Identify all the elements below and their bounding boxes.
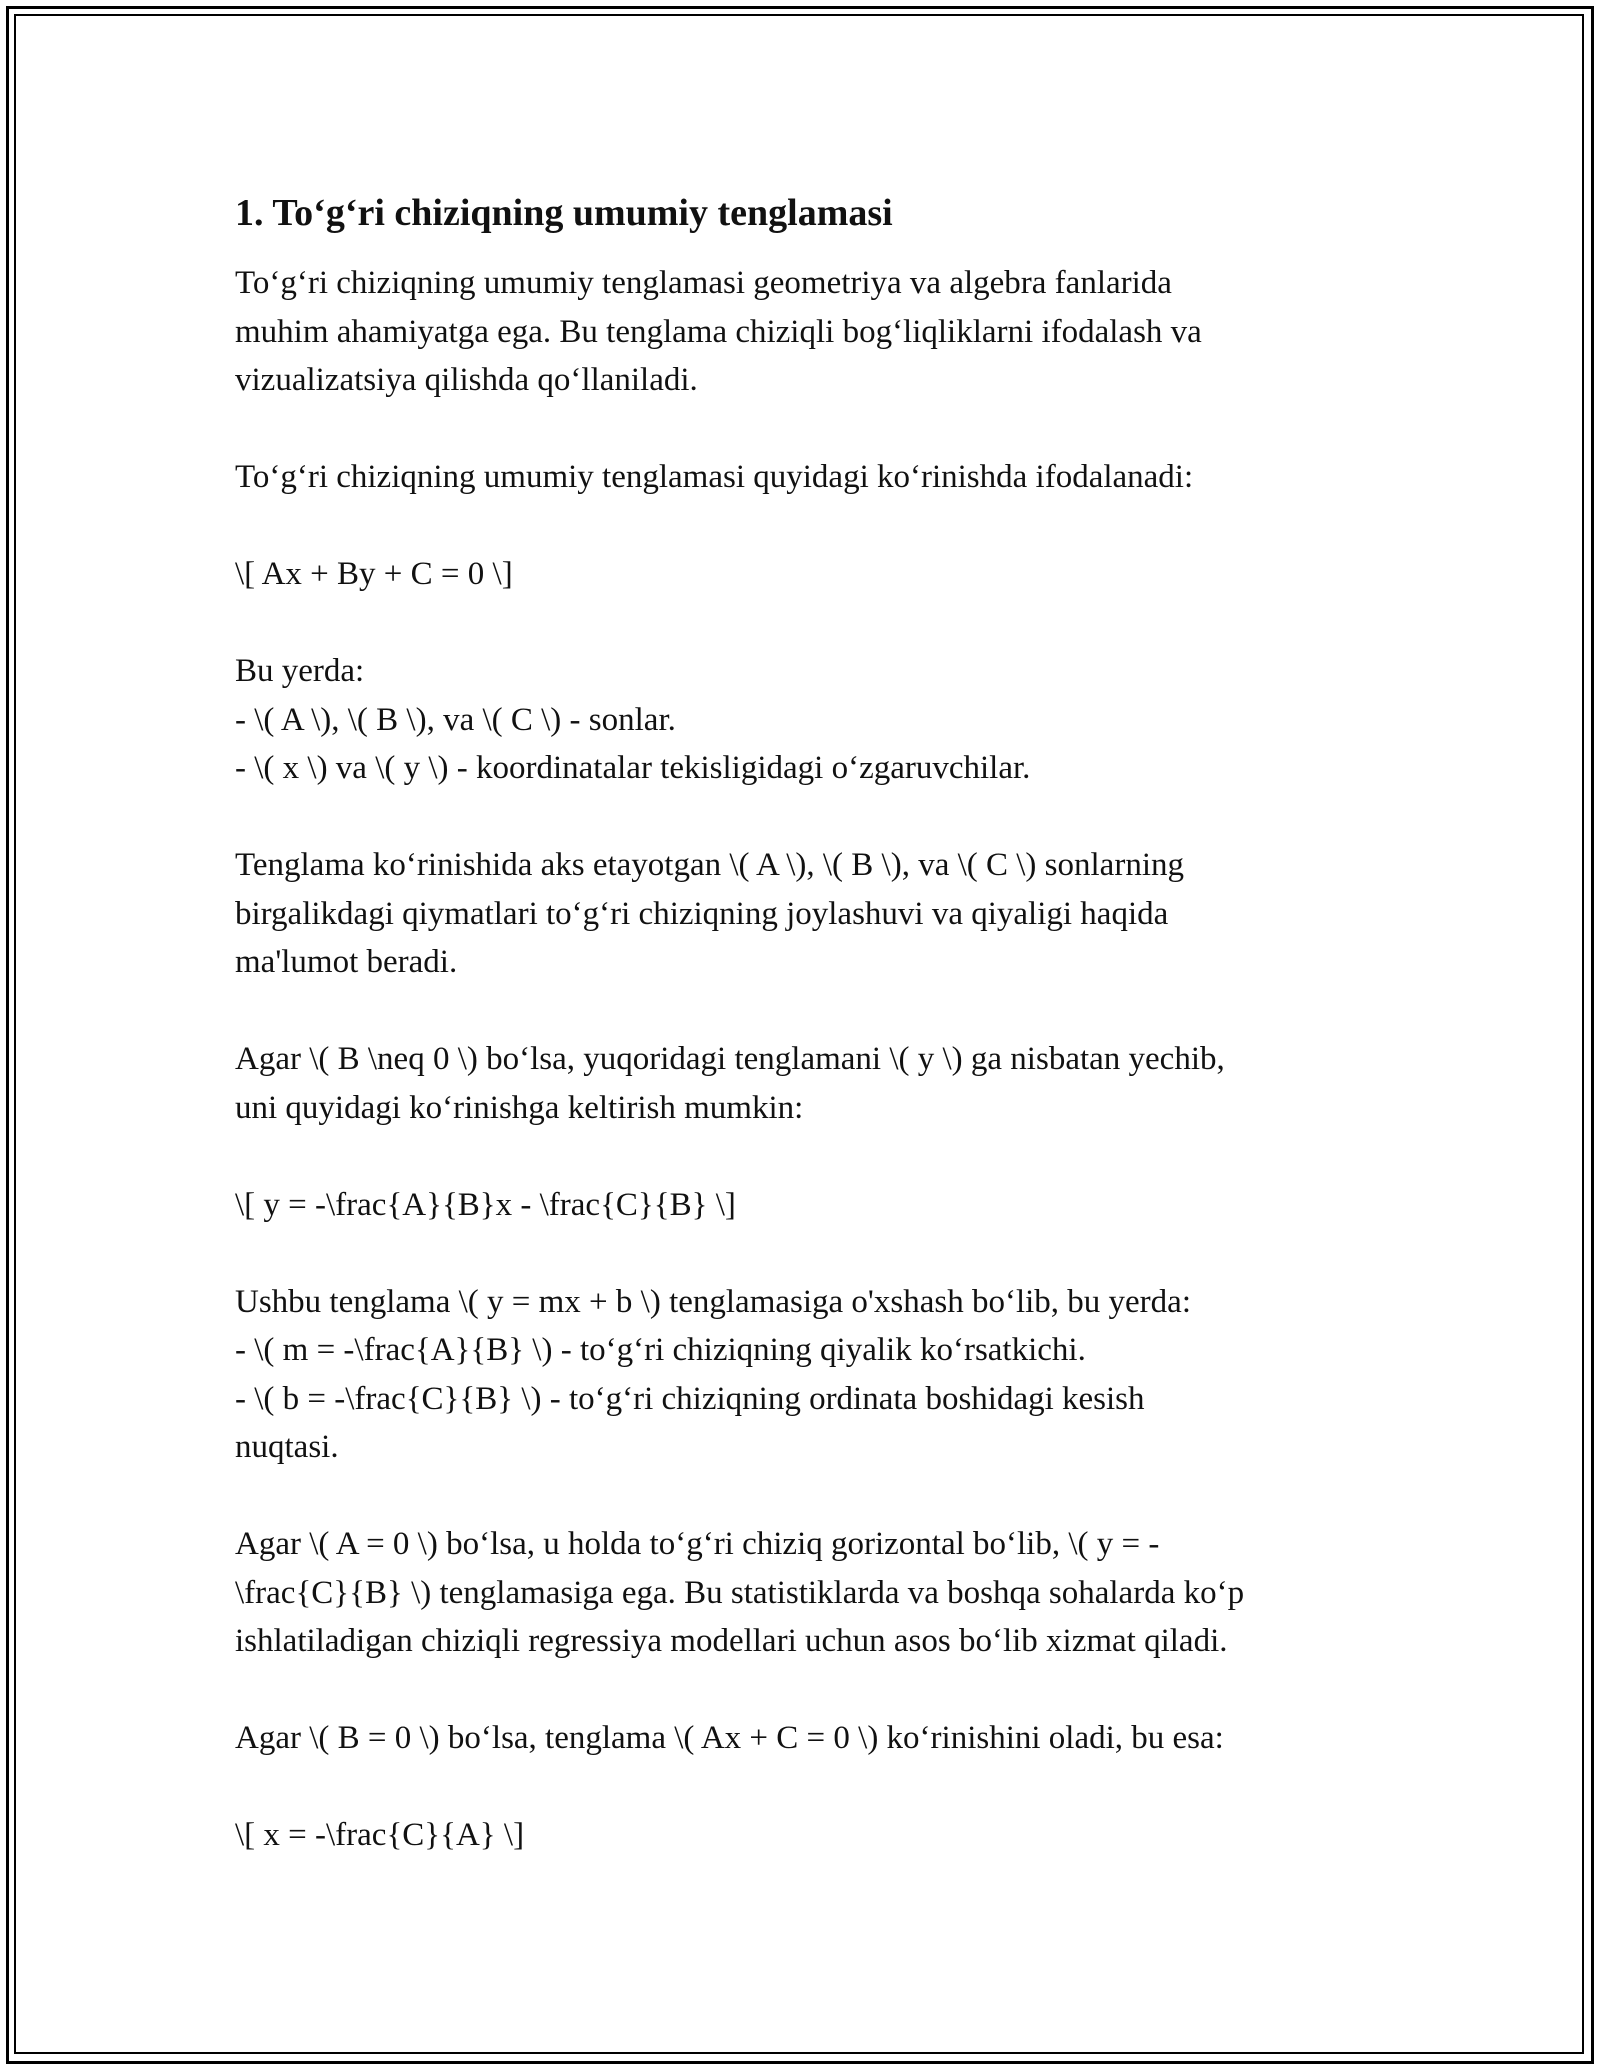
text-line: ishlatiladigan chiziqli regressiya modellari uchun asos bo‘lib xizmat qiladi. xyxy=(235,1623,1228,1659)
equation-vertical-line xyxy=(235,1811,1385,1860)
text-line: \frac{C}{B} \) tenglamasiga ega. Bu statistiklarda va boshqa sohalarda ko‘p xyxy=(235,1574,1245,1611)
paragraph-b-nonzero xyxy=(235,1035,1385,1132)
text-line: Tenglama ko‘rinishida aks etayotgan \( A \), \( B \), va \( C \) sonlarning xyxy=(235,847,1184,883)
paragraph-definitions xyxy=(235,647,1385,793)
list-item: - \( b = -\frac{C}{B} \) - to‘g‘ri chiziqning ordinata boshidagi kesish xyxy=(235,1380,1145,1417)
text-line: Ushbu tenglama \( y = mx + b \) tenglamasiga o'xshash bo‘lib, bu yerda: xyxy=(235,1283,1191,1320)
equation-line: \[ y = -\frac{A}{B}x - \frac{C}{B} \] xyxy=(235,1186,736,1223)
text-line: Agar \( A = 0 \) bo‘lsa, u holda to‘g‘ri chiziq gorizontal bo‘lib, \( y = - xyxy=(235,1526,1160,1562)
equation-general-form xyxy=(235,550,1385,599)
text-line: birgalikdagi qiymatlari to‘g‘ri chiziqning joylashuvi va qiyaligi haqida xyxy=(235,895,1169,932)
paragraph-intro xyxy=(235,259,1385,405)
paragraph-general-form-intro xyxy=(235,453,1385,502)
text-line: vizualizatsiya qilishda qo‘llaniladi. xyxy=(235,362,698,398)
list-item: - \( x \) va \( y \) - koordinatalar tekisligidagi o‘zgaruvchilar. xyxy=(235,750,1031,786)
text-line: Bu yerda: xyxy=(235,653,365,689)
paragraph-slope-intercept xyxy=(235,1278,1385,1472)
text-line: ma'lumot beradi. xyxy=(235,944,458,980)
text-line: muhim ahamiyatga ega. Bu tenglama chiziqli bog‘liqliklarni ifodalash va xyxy=(235,313,1202,350)
list-item: - \( A \), \( B \), va \( C \) - sonlar. xyxy=(235,701,676,738)
equation-slope-form xyxy=(235,1181,1385,1230)
section-heading: 1. To‘g‘ri chiziqning umumiy tenglamasi xyxy=(235,192,893,234)
text-line: Agar \( B \neq 0 \) bo‘lsa, yuqoridagi tenglamani \( y \) ga nisbatan yechib, xyxy=(235,1041,1225,1077)
equation-line: \[ Ax + By + C = 0 \] xyxy=(235,556,513,592)
text-line: To‘g‘ri chiziqning umumiy tenglamasi quyidagi ko‘rinishda ifodalanadi: xyxy=(235,459,1194,495)
equation-line: \[ x = -\frac{C}{A} \] xyxy=(235,1817,525,1853)
text-line: nuqtasi. xyxy=(235,1429,339,1465)
text-line: uni quyidagi ko‘rinishga keltirish mumkin: xyxy=(235,1089,804,1126)
text-line: Agar \( B = 0 \) bo‘lsa, tenglama \( Ax + C = 0 \) ko‘rinishini oladi, bu esa: xyxy=(235,1720,1224,1756)
document-body xyxy=(235,185,1385,1908)
list-item: - \( m = -\frac{A}{B} \) - to‘g‘ri chiziqning qiyalik ko‘rsatkichi. xyxy=(235,1332,1086,1368)
paragraph-coefficients xyxy=(235,841,1385,987)
paragraph-b-zero xyxy=(235,1714,1385,1763)
paragraph-a-zero xyxy=(235,1520,1385,1666)
text-line: To‘g‘ri chiziqning umumiy tenglamasi geometriya va algebra fanlarida xyxy=(235,265,1172,301)
